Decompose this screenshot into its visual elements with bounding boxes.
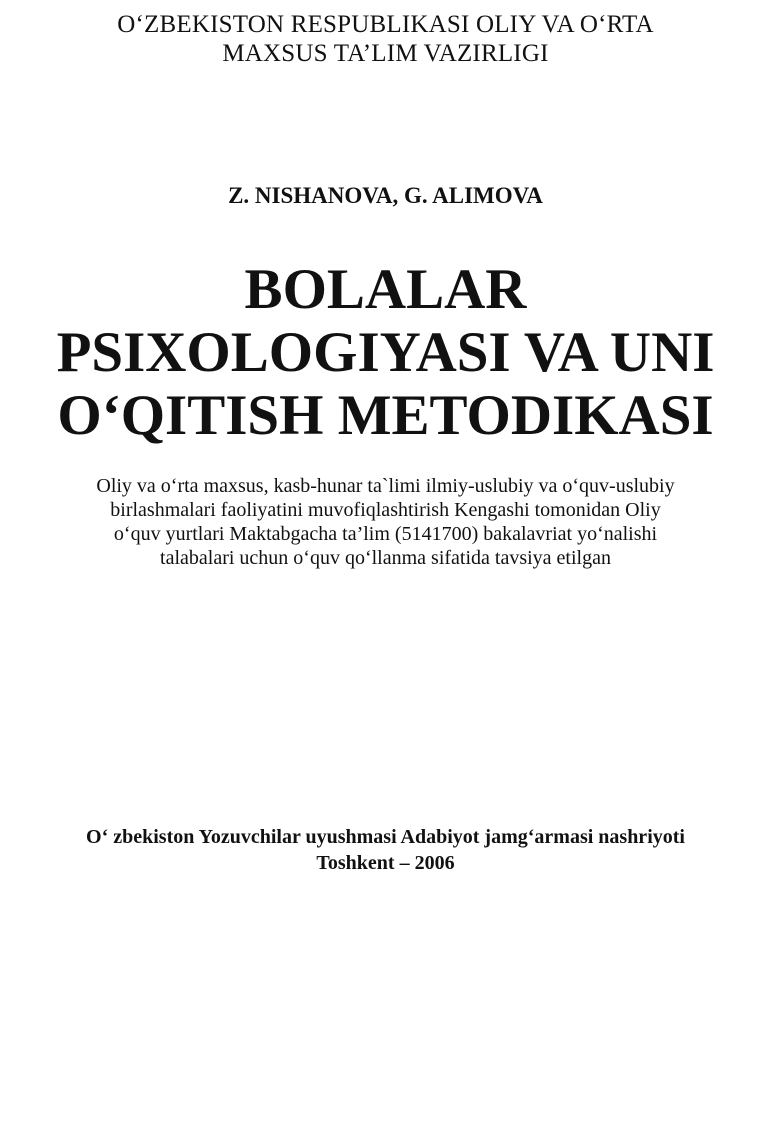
book-title-line-3: O‘QITISH METODIKASI xyxy=(57,384,714,447)
ministry-line-1: O‘ZBEKISTON RESPUBLIKASI OLIY VA O‘RTA xyxy=(117,11,654,38)
approval-note-line-3: o‘quv yurtlari Maktabgacha ta’lim (5141700) bakalavriat yo‘nalishi xyxy=(113,523,658,545)
approval-note-line-4: talabalari uchun o‘quv qo‘llanma sifatida tavsiya etilgan xyxy=(160,547,611,569)
book-title-line-2: PSIXOLOGIYASI VA UNI xyxy=(56,321,715,384)
publisher-name: O‘ zbekiston Yozuvchilar uyushmasi Adabiyot jamg‘armasi nashriyoti xyxy=(86,826,685,848)
ministry-line-2: MAXSUS TA’LIM VAZIRLIGI xyxy=(222,40,549,67)
ministry-heading xyxy=(0,10,771,68)
approval-note-line-1: Oliy va o‘rta maxsus, kasb-hunar ta`limi ilmiy-uslubiy va o‘quv-uslubiy xyxy=(96,475,675,497)
publisher-block xyxy=(0,824,771,876)
approval-note xyxy=(40,474,731,570)
book-title xyxy=(0,258,771,447)
publisher-city-year: Toshkent – 2006 xyxy=(316,852,455,874)
approval-note-line-2: birlashmalari faoliyatini muvofiqlashtirish Kengashi tomonidan Oliy xyxy=(110,499,661,521)
book-title-line-1: BOLALAR xyxy=(244,258,527,321)
authors: Z. NISHANOVA, G. ALIMOVA xyxy=(228,183,543,208)
